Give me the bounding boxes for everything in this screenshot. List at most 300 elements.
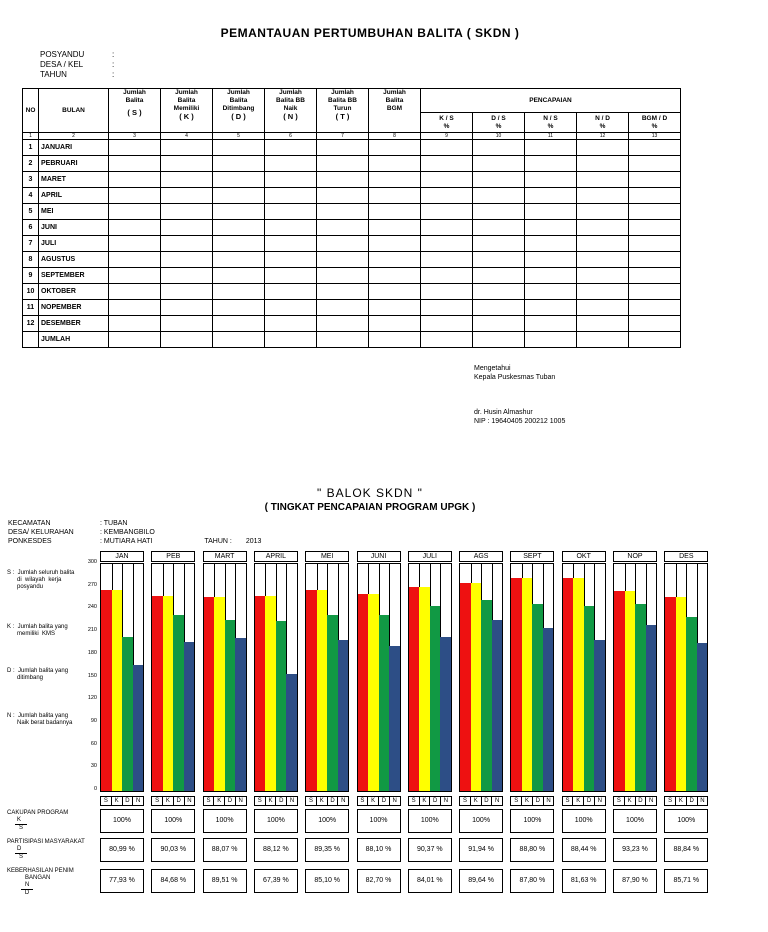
skdn-letter: K	[420, 797, 431, 805]
skdn-letter: S	[358, 797, 369, 805]
table-cell	[161, 188, 213, 204]
table-cell	[161, 316, 213, 332]
table-cell	[265, 220, 317, 236]
table-cell	[629, 284, 681, 300]
skdn-letters	[100, 796, 144, 806]
balok-subtitle: ( TINGKAT PENCAPAIAN PROGRAM UPGK )	[264, 502, 476, 513]
page-title: PEMANTAUAN PERTUMBUHAN BALITA ( SKDN )	[220, 26, 520, 40]
table-cell	[629, 140, 681, 156]
table-cell	[109, 220, 161, 236]
table-cell	[317, 172, 369, 188]
legend-k: K : Jumlah balita yang memiliki KMS	[7, 624, 68, 637]
table-cell	[369, 172, 421, 188]
tahun-label: TAHUN :	[204, 538, 232, 545]
month-label: DES	[664, 551, 708, 562]
skdn-letter: S	[255, 797, 266, 805]
table-row	[23, 252, 681, 268]
value-partisipasi: 88,44 %	[562, 838, 606, 862]
table-cell	[317, 252, 369, 268]
bar-n	[492, 620, 503, 791]
table-cell	[161, 236, 213, 252]
table-cell	[369, 140, 421, 156]
tahun-value: 2013	[245, 538, 262, 545]
skdn-letter: K	[676, 797, 687, 805]
table-cell	[525, 332, 577, 348]
table-cell	[265, 188, 317, 204]
bar-d	[686, 617, 697, 791]
bar-n	[286, 674, 297, 791]
sign-line2: Kepala Puskesmas Tuban	[474, 374, 556, 381]
table-row	[23, 268, 681, 284]
value-keberhasilan: 81,63 %	[562, 869, 606, 893]
row-bulan: AGUSTUS	[39, 252, 109, 268]
legend-s: S : Jumlah seluruh balita di wilayah kerja posyandu	[7, 570, 75, 590]
y-tick-label: 180	[87, 649, 97, 656]
month-label: AGS	[459, 551, 503, 562]
bar-n	[338, 640, 349, 791]
skdn-letter: N	[135, 798, 141, 804]
value-keberhasilan: 85,10 %	[305, 869, 349, 893]
skdn-letter: K	[368, 797, 379, 805]
legend-d: D : Jumlah balita yang ditimbang	[7, 668, 69, 681]
info2-label: KECAMATAN	[8, 520, 51, 527]
skdn-letter: S	[152, 797, 163, 805]
table-cell	[629, 172, 681, 188]
header-d: Jumlah Balita Ditimbang ( D )	[213, 89, 265, 133]
skdn-letter: N	[546, 798, 551, 804]
month-label: APRIL	[254, 551, 298, 562]
skdn-letter: N	[238, 798, 243, 804]
value-partisipasi: 91,94 %	[459, 838, 503, 862]
sign-nip: NIP : 19640405 200212 1005	[474, 418, 566, 425]
bar-d	[430, 606, 441, 791]
skdn-letter: K	[625, 797, 636, 805]
skdn-letter: N	[700, 798, 705, 804]
value-partisipasi: 90,37 %	[408, 838, 452, 862]
table-cell	[265, 156, 317, 172]
table-cell	[161, 252, 213, 268]
value-partisipasi: 93,23 %	[613, 838, 657, 862]
table-cell	[421, 140, 473, 156]
table-cell	[161, 300, 213, 316]
table-cell	[369, 300, 421, 316]
table-cell	[109, 252, 161, 268]
table-row-jumlah	[23, 332, 681, 348]
table-cell	[317, 220, 369, 236]
table-cell	[213, 332, 265, 348]
column-number: 2	[39, 133, 109, 140]
table-cell	[629, 332, 681, 348]
table-cell	[421, 172, 473, 188]
bar-k	[368, 594, 379, 791]
bar-d	[379, 615, 390, 791]
table-cell	[369, 316, 421, 332]
table-cell	[369, 252, 421, 268]
label-cakupan: CAKUPAN PROGRAM K S	[7, 810, 69, 831]
value-cakupan: 100%	[151, 809, 195, 833]
table-cell	[629, 236, 681, 252]
table-cell	[265, 316, 317, 332]
table-cell	[317, 268, 369, 284]
bar-n	[235, 638, 246, 791]
bar-k	[419, 587, 430, 791]
value-cakupan: 100%	[510, 809, 554, 833]
y-tick-label: 150	[87, 672, 97, 679]
bar-s	[614, 591, 625, 791]
value-cakupan: 100%	[305, 809, 349, 833]
month-label: NOP	[613, 551, 657, 562]
table-cell	[421, 268, 473, 284]
skdn-letter: D	[276, 797, 287, 805]
info2-label: PONKESDES	[8, 538, 52, 545]
bar-n	[646, 625, 657, 791]
table-cell	[473, 316, 525, 332]
column-number: 3	[109, 133, 161, 140]
row-no: 10	[23, 284, 39, 300]
value-partisipasi: 80,99 %	[100, 838, 144, 862]
table-cell	[525, 140, 577, 156]
header-t: Jumlah Balita BB Turun ( T )	[317, 89, 369, 133]
bar-n	[184, 642, 195, 791]
table-cell	[317, 236, 369, 252]
y-tick-label: 120	[87, 695, 97, 702]
bar-n	[389, 646, 400, 791]
sign-name: dr. Husin Almashur	[474, 409, 533, 416]
row-no: 3	[23, 172, 39, 188]
bar-n	[133, 665, 144, 791]
bar-s	[665, 597, 676, 791]
table-cell	[213, 284, 265, 300]
table-cell	[109, 316, 161, 332]
month-chart-box	[613, 563, 657, 792]
table-cell	[161, 140, 213, 156]
table-cell	[317, 316, 369, 332]
value-keberhasilan: 87,90 %	[613, 869, 657, 893]
bar-s	[460, 583, 471, 791]
table-cell	[577, 316, 629, 332]
info-block	[40, 50, 114, 80]
value-partisipasi: 88,10 %	[357, 838, 401, 862]
table-cell	[109, 268, 161, 284]
table-cell	[213, 220, 265, 236]
bar-k	[471, 583, 482, 791]
value-cakupan: 100%	[459, 809, 503, 833]
table-cell	[265, 268, 317, 284]
table-cell	[265, 284, 317, 300]
table-cell	[421, 332, 473, 348]
skdn-letter: D	[328, 797, 339, 805]
table-cell	[421, 156, 473, 172]
table-cell	[577, 300, 629, 316]
value-keberhasilan: 89,51 %	[203, 869, 247, 893]
table-cell	[525, 316, 577, 332]
skdn-letters	[203, 796, 247, 806]
table-cell	[369, 268, 421, 284]
column-number: 4	[161, 133, 213, 140]
value-cakupan: 100%	[613, 809, 657, 833]
table-cell	[109, 156, 161, 172]
table-cell	[109, 332, 161, 348]
table-cell	[213, 268, 265, 284]
month-label: MEI	[305, 551, 349, 562]
table-cell	[213, 140, 265, 156]
table-cell	[421, 252, 473, 268]
table-cell	[161, 268, 213, 284]
skdn-letter: S	[511, 797, 522, 805]
table-cell	[577, 284, 629, 300]
y-tick-label: 300	[87, 559, 97, 565]
table-cell	[421, 236, 473, 252]
value-cakupan: 100%	[664, 809, 708, 833]
table-cell	[161, 204, 213, 220]
row-bulan: MEI	[39, 204, 109, 220]
info2-value: : KEMBANGBILO	[100, 529, 155, 536]
table-cell	[109, 284, 161, 300]
table-cell	[265, 332, 317, 348]
row-bulan: MARET	[39, 172, 109, 188]
bar-k	[522, 578, 533, 791]
bar-s	[152, 596, 163, 791]
table-cell	[577, 252, 629, 268]
y-tick-label: 0	[93, 786, 97, 792]
table-cell	[473, 252, 525, 268]
skdn-letter: D	[584, 797, 595, 805]
column-number: 12	[577, 133, 629, 140]
info2-block	[8, 519, 261, 546]
month-label: PEB	[151, 551, 195, 562]
table-cell	[473, 156, 525, 172]
table-cell	[525, 284, 577, 300]
skdn-letter: D	[687, 797, 698, 805]
table-cell	[473, 140, 525, 156]
table-cell	[525, 220, 577, 236]
table-cell	[525, 156, 577, 172]
y-tick-label: 90	[90, 717, 97, 724]
table-cell	[525, 172, 577, 188]
bar-k	[573, 578, 584, 791]
table-cell	[369, 284, 421, 300]
skdn-letters	[510, 796, 554, 806]
skdn-letter: K	[573, 797, 584, 805]
value-keberhasilan: 85,71 %	[664, 869, 708, 893]
month-chart-box	[562, 563, 606, 792]
table-cell	[525, 268, 577, 284]
row-no: 12	[23, 316, 39, 332]
table-cell	[369, 220, 421, 236]
month-label: SEPT	[510, 551, 554, 562]
table-cell	[213, 300, 265, 316]
header-ns: N / S %	[525, 113, 577, 133]
table-cell	[213, 156, 265, 172]
skdn-letter: S	[204, 797, 215, 805]
row-bulan: JUNI	[39, 220, 109, 236]
table-cell	[473, 220, 525, 236]
info2-label: DESA/ KELURAHAN	[8, 529, 74, 536]
skdn-letter: K	[112, 797, 123, 805]
skdn-letter: S	[101, 797, 112, 805]
row-no: 5	[23, 204, 39, 220]
column-number: 11	[525, 133, 577, 140]
row-jumlah: JUMLAH	[39, 332, 109, 348]
skdn-letter: K	[163, 797, 174, 805]
row-bulan: JULI	[39, 236, 109, 252]
header-pencapaian: PENCAPAIAN	[421, 89, 681, 113]
table-cell	[629, 220, 681, 236]
value-partisipasi: 89,35 %	[305, 838, 349, 862]
header-bgmd: BGM / D %	[629, 113, 681, 133]
month-chart-box	[203, 563, 247, 792]
value-cakupan: 100%	[100, 809, 144, 833]
bar-d	[173, 615, 184, 791]
value-keberhasilan: 82,70 %	[357, 869, 401, 893]
column-number: 13	[629, 133, 681, 140]
table-cell	[473, 284, 525, 300]
table-cell	[265, 236, 317, 252]
balok-title: " BALOK SKDN "	[317, 486, 423, 500]
table-cell	[577, 204, 629, 220]
bar-s	[101, 590, 112, 791]
table-row	[23, 300, 681, 316]
table-cell	[525, 204, 577, 220]
table-cell	[525, 188, 577, 204]
table-cell	[473, 268, 525, 284]
header-ks: K / S %	[421, 113, 473, 133]
column-number: 8	[369, 133, 421, 140]
table-cell	[213, 252, 265, 268]
legend-n: N : Jumlah balita yang Naik berat badannya	[7, 713, 73, 726]
table-cell	[473, 236, 525, 252]
table-cell	[109, 188, 161, 204]
value-keberhasilan: 84,68 %	[151, 869, 195, 893]
skdn-letter: S	[409, 797, 420, 805]
table-cell	[577, 220, 629, 236]
y-tick-label: 270	[87, 581, 97, 588]
table-cell	[421, 188, 473, 204]
table-cell	[577, 332, 629, 348]
info-label: POSYANDU	[40, 50, 85, 59]
table-cell	[161, 284, 213, 300]
table-cell	[421, 220, 473, 236]
table-row	[23, 284, 681, 300]
bar-s	[204, 597, 215, 791]
skdn-letter: S	[460, 797, 471, 805]
table-cell	[213, 236, 265, 252]
bar-n	[543, 628, 554, 791]
table-cell	[317, 284, 369, 300]
table-cell	[421, 300, 473, 316]
month-label: OKT	[562, 551, 606, 562]
skdn-letters	[664, 796, 708, 806]
skdn-letters	[254, 796, 298, 806]
table-cell	[473, 204, 525, 220]
bar-s	[358, 594, 369, 791]
info-label: TAHUN	[40, 70, 67, 79]
table-cell	[265, 140, 317, 156]
header-ds: D / S %	[473, 113, 525, 133]
table-cell	[525, 252, 577, 268]
bar-k	[317, 590, 328, 791]
table-cell	[317, 204, 369, 220]
info2-value: : MUTIARA HATI	[100, 538, 153, 545]
skdn-letter: S	[614, 797, 625, 805]
table-cell	[577, 140, 629, 156]
value-partisipasi: 88,07 %	[203, 838, 247, 862]
table-cell	[265, 204, 317, 220]
table-cell	[369, 156, 421, 172]
bar-k	[163, 596, 174, 791]
month-label: JULI	[408, 551, 452, 562]
bar-d	[327, 615, 338, 791]
table-cell	[265, 300, 317, 316]
value-cakupan: 100%	[562, 809, 606, 833]
bar-d	[276, 621, 287, 791]
table-cell	[317, 332, 369, 348]
skdn-letters	[459, 796, 503, 806]
month-label: JAN	[100, 551, 144, 562]
table-cell	[23, 332, 39, 348]
header-bulan: BULAN	[39, 89, 109, 133]
value-cakupan: 100%	[357, 809, 401, 833]
skdn-letter: N	[289, 798, 295, 804]
table-cell	[421, 316, 473, 332]
skdn-letter: K	[214, 797, 225, 805]
skdn-letter: D	[123, 797, 134, 805]
bar-k	[214, 597, 225, 791]
table-cell	[265, 252, 317, 268]
bar-s	[511, 578, 522, 791]
value-cakupan: 100%	[254, 809, 298, 833]
value-keberhasilan: 67,39 %	[254, 869, 298, 893]
row-bulan: SEPTEMBER	[39, 268, 109, 284]
sign-line1: Mengetahui	[474, 365, 511, 372]
row-bulan: DESEMBER	[39, 316, 109, 332]
table-cell	[369, 204, 421, 220]
table-cell	[109, 204, 161, 220]
row-no: 4	[23, 188, 39, 204]
table-cell	[473, 172, 525, 188]
table-row	[23, 156, 681, 172]
table-cell	[161, 156, 213, 172]
bar-s	[306, 590, 317, 791]
skdn-letter: N	[443, 798, 449, 804]
row-no: 11	[23, 300, 39, 316]
skdn-letters	[151, 796, 195, 806]
column-number: 5	[213, 133, 265, 140]
value-partisipasi: 88,84 %	[664, 838, 708, 862]
value-keberhasilan: 77,93 %	[100, 869, 144, 893]
month-chart-box	[100, 563, 144, 792]
table-cell	[577, 172, 629, 188]
month-chart-box	[357, 563, 401, 792]
label-partisipasi: PARTISIPASI MASYARAKAT D S	[7, 839, 85, 860]
row-no: 8	[23, 252, 39, 268]
header-k: Jumlah Balita Memiliki ( K )	[161, 89, 213, 133]
table-row	[23, 316, 681, 332]
table-cell	[109, 172, 161, 188]
skdn-table	[22, 88, 681, 348]
table-cell	[629, 188, 681, 204]
column-number-row	[23, 133, 681, 140]
row-no: 6	[23, 220, 39, 236]
info2-value: : TUBAN	[100, 520, 128, 527]
value-keberhasilan: 84,01 %	[408, 869, 452, 893]
month-chart-box	[510, 563, 554, 792]
table-cell	[629, 268, 681, 284]
table-cell	[629, 156, 681, 172]
column-number: 10	[473, 133, 525, 140]
row-bulan: PEBRUARI	[39, 156, 109, 172]
table-cell	[317, 188, 369, 204]
